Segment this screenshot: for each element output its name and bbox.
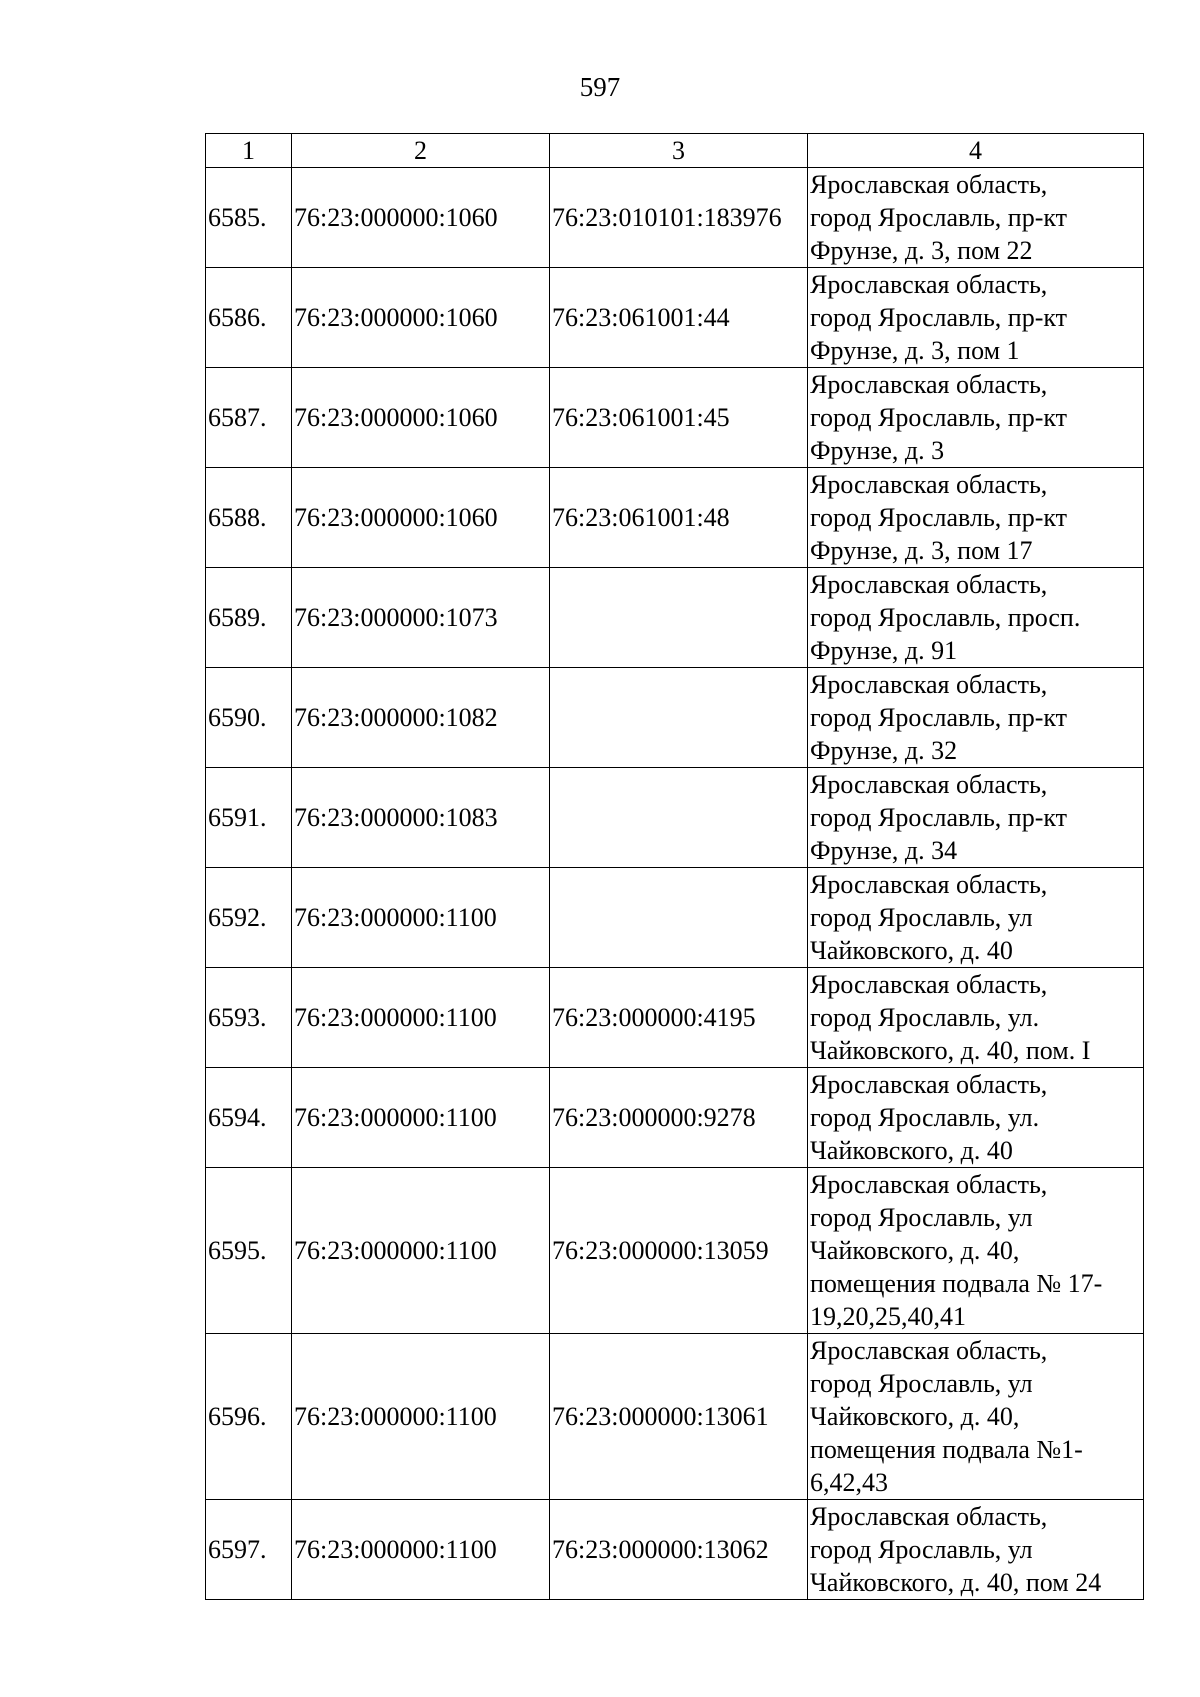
parent-cadastral-number-cell: 76:23:000000:1100 xyxy=(292,968,550,1068)
object-cadastral-number-cell: 76:23:010101:183976 xyxy=(550,168,808,268)
table-row xyxy=(206,468,1144,568)
address-cell: Ярославская область, город Ярославль, ул Чайковского, д. 40, пом 24 xyxy=(808,1500,1144,1600)
parent-cadastral-number-cell: 76:23:000000:1073 xyxy=(292,568,550,668)
row-number-cell: 6591. xyxy=(206,768,292,868)
address-cell: Ярославская область, город Ярославль, пр-кт Фрунзе, д. 34 xyxy=(808,768,1144,868)
row-number-cell: 6595. xyxy=(206,1168,292,1334)
parent-cadastral-number-cell: 76:23:000000:1082 xyxy=(292,668,550,768)
column-header-3: 3 xyxy=(550,134,808,168)
table-row xyxy=(206,568,1144,668)
table-row xyxy=(206,268,1144,368)
object-cadastral-number-cell xyxy=(550,768,808,868)
row-number-cell: 6593. xyxy=(206,968,292,1068)
table-body xyxy=(206,168,1144,1600)
object-cadastral-number-cell: 76:23:000000:13059 xyxy=(550,1168,808,1334)
table-row xyxy=(206,368,1144,468)
parent-cadastral-number-cell: 76:23:000000:1100 xyxy=(292,868,550,968)
table-row xyxy=(206,1500,1144,1600)
address-cell: Ярославская область, город Ярославль, ул Чайковского, д. 40 xyxy=(808,868,1144,968)
object-cadastral-number-cell xyxy=(550,668,808,768)
address-cell: Ярославская область, город Ярославль, пр-кт Фрунзе, д. 3, пом 22 xyxy=(808,168,1144,268)
table-row xyxy=(206,668,1144,768)
table-row xyxy=(206,768,1144,868)
page-number: 597 xyxy=(579,72,621,102)
registry-table xyxy=(205,133,1144,1600)
parent-cadastral-number-cell: 76:23:000000:1060 xyxy=(292,268,550,368)
row-number-cell: 6596. xyxy=(206,1334,292,1500)
parent-cadastral-number-cell: 76:23:000000:1100 xyxy=(292,1500,550,1600)
address-cell: Ярославская область, город Ярославль, ул Чайковского, д. 40, помещения подвала № 17- 19,20,25,40,41 xyxy=(808,1168,1144,1334)
row-number-cell: 6587. xyxy=(206,368,292,468)
table-row xyxy=(206,1068,1144,1168)
address-cell: Ярославская область, город Ярославль, ул Чайковского, д. 40, помещения подвала №1- 6,42,43 xyxy=(808,1334,1144,1500)
address-cell: Ярославская область, город Ярославль, пр-кт Фрунзе, д. 3 xyxy=(808,368,1144,468)
parent-cadastral-number-cell: 76:23:000000:1060 xyxy=(292,168,550,268)
row-number-cell: 6586. xyxy=(206,268,292,368)
row-number-cell: 6592. xyxy=(206,868,292,968)
object-cadastral-number-cell: 76:23:061001:48 xyxy=(550,468,808,568)
object-cadastral-number-cell: 76:23:061001:44 xyxy=(550,268,808,368)
column-header-4: 4 xyxy=(808,134,1144,168)
object-cadastral-number-cell: 76:23:000000:4195 xyxy=(550,968,808,1068)
column-header-1: 1 xyxy=(206,134,292,168)
parent-cadastral-number-cell: 76:23:000000:1100 xyxy=(292,1334,550,1500)
row-number-cell: 6590. xyxy=(206,668,292,768)
object-cadastral-number-cell: 76:23:000000:9278 xyxy=(550,1068,808,1168)
address-cell: Ярославская область, город Ярославль, пр-кт Фрунзе, д. 3, пом 1 xyxy=(808,268,1144,368)
parent-cadastral-number-cell: 76:23:000000:1083 xyxy=(292,768,550,868)
row-number-cell: 6594. xyxy=(206,1068,292,1168)
row-number-cell: 6597. xyxy=(206,1500,292,1600)
table-row xyxy=(206,1168,1144,1334)
parent-cadastral-number-cell: 76:23:000000:1100 xyxy=(292,1068,550,1168)
table-header-row xyxy=(206,134,1144,168)
object-cadastral-number-cell: 76:23:061001:45 xyxy=(550,368,808,468)
table-row xyxy=(206,968,1144,1068)
address-cell: Ярославская область, город Ярославль, пр-кт Фрунзе, д. 32 xyxy=(808,668,1144,768)
address-cell: Ярославская область, город Ярославль, пр-кт Фрунзе, д. 3, пом 17 xyxy=(808,468,1144,568)
table-row xyxy=(206,168,1144,268)
parent-cadastral-number-cell: 76:23:000000:1060 xyxy=(292,468,550,568)
address-cell: Ярославская область, город Ярославль, ул. Чайковского, д. 40 xyxy=(808,1068,1144,1168)
address-cell: Ярославская область, город Ярославль, ул. Чайковского, д. 40, пом. I xyxy=(808,968,1144,1068)
parent-cadastral-number-cell: 76:23:000000:1100 xyxy=(292,1168,550,1334)
row-number-cell: 6585. xyxy=(206,168,292,268)
row-number-cell: 6588. xyxy=(206,468,292,568)
column-header-2: 2 xyxy=(292,134,550,168)
table-row xyxy=(206,1334,1144,1500)
object-cadastral-number-cell xyxy=(550,868,808,968)
row-number-cell: 6589. xyxy=(206,568,292,668)
address-cell: Ярославская область, город Ярославль, просп. Фрунзе, д. 91 xyxy=(808,568,1144,668)
object-cadastral-number-cell xyxy=(550,568,808,668)
table-row xyxy=(206,868,1144,968)
parent-cadastral-number-cell: 76:23:000000:1060 xyxy=(292,368,550,468)
object-cadastral-number-cell: 76:23:000000:13062 xyxy=(550,1500,808,1600)
object-cadastral-number-cell: 76:23:000000:13061 xyxy=(550,1334,808,1500)
